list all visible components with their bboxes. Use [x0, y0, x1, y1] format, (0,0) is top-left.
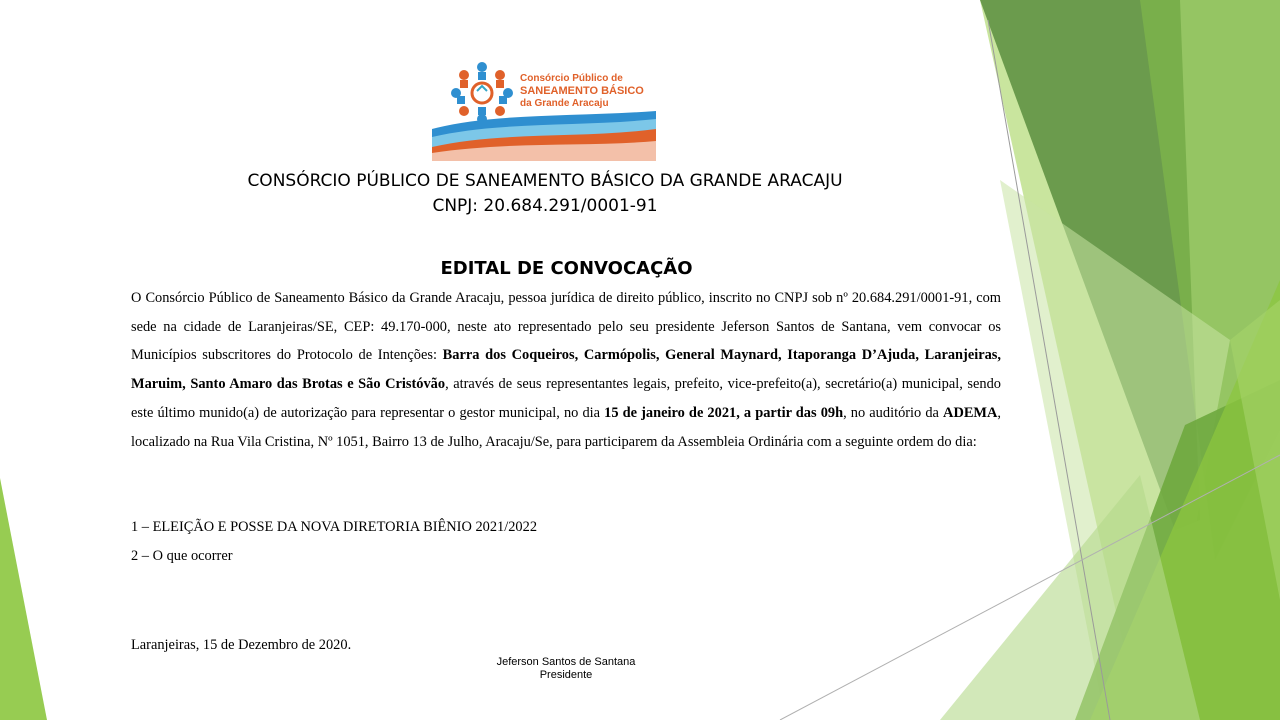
logo-line-1: Consórcio Público de	[520, 73, 623, 84]
logo-line-2: SANEAMENTO BÁSICO	[520, 85, 644, 97]
document-title: EDITAL DE CONVOCAÇÃO	[440, 258, 693, 279]
signatory-role: Presidente	[539, 669, 593, 681]
logo-text	[520, 73, 656, 110]
paragraph-segment: , através de seus representantes legais, prefeito, vice-prefeito(a), secretário(a) municipal, sendo este último munido(a) de autorização para representar o gestor municipal, no dia	[131, 376, 1001, 421]
agenda-item-2: 2 – O que ocorrer	[131, 548, 233, 564]
signatory-name: Jeferson Santos de Santana	[496, 656, 636, 668]
organization-cnpj: CNPJ: 20.684.291/0001-91	[432, 196, 658, 216]
logo-line-3: da Grande Aracaju	[520, 98, 609, 109]
place-and-date: Laranjeiras, 15 de Dezembro de 2020.	[131, 637, 352, 653]
municipalities-list: Barra dos Coqueiros, Carmópolis, General Maynard, Itaporanga D’Ajuda, Laranjeiras, Maruim, Santo Amaro das Brotas e São Cristóvão	[131, 347, 1001, 393]
venue-name: ADEMA	[943, 404, 998, 421]
paragraph-segment: O Consórcio Público de Saneamento Básico da Grande Aracaju, pessoa jurídica de direito público, inscrito no CNPJ sob nº 20.684.291/0001-91, com sede na cidade de Laranjeiras/SE, CEP: 49.170-000, neste ato representado pelo seu presidente Jeferson Santos de Santana, vem convocar os Municípios subscritores do Protocolo de Intenções:	[131, 290, 1001, 364]
organization-name: CONSÓRCIO PÚBLICO DE SANEAMENTO BÁSICO DA GRANDE ARACAJU	[247, 171, 843, 191]
convocation-paragraph	[131, 284, 1001, 456]
paragraph-segment: , localizado na Rua Vila Cristina, Nº 1051, Bairro 13 de Julho, Aracaju/Se, para participarem da Assembleia Ordinária com a seguinte ordem do dia:	[131, 404, 1002, 450]
consortium-logo	[432, 55, 656, 161]
paragraph-segment: , no auditório da	[843, 404, 944, 421]
meeting-date-time: 15 de janeiro de 2021, a partir das 09h	[604, 404, 844, 421]
agenda-item-1: 1 – ELEIÇÃO E POSSE DA NOVA DIRETORIA BIÊNIO 2021/2022	[131, 519, 538, 535]
